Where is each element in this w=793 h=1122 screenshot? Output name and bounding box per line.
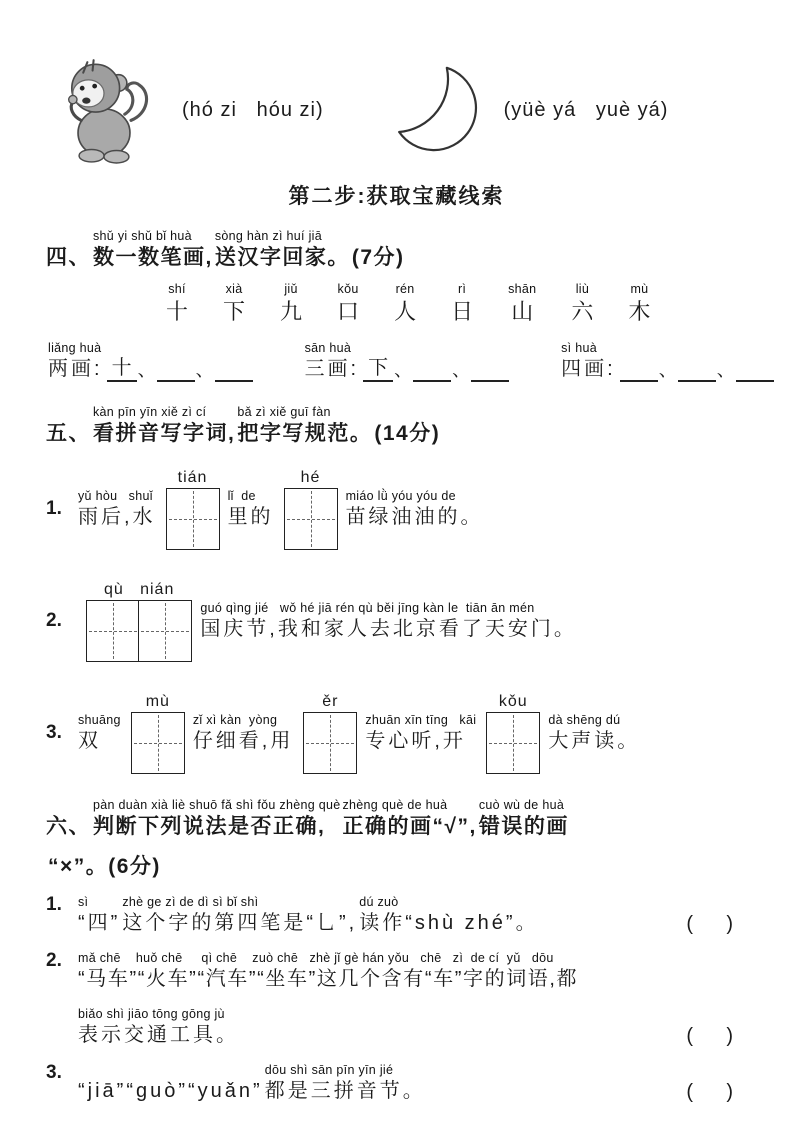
judgment-item-lines: [78, 950, 747, 1048]
tianzige-box: [486, 712, 540, 774]
hanzi-text: 正确的画“√”,: [342, 815, 477, 838]
pinyin-text: liǎng huà: [48, 340, 102, 355]
hanzi-text: 口: [337, 299, 360, 325]
ruby-segment: [93, 797, 341, 840]
ruby-segment: [346, 488, 484, 530]
hanzi-text: 木: [628, 299, 651, 325]
hanzi-text: 国庆节,我和家人去北京看了天安门。: [200, 618, 577, 640]
hanzi-text: 专心听,开: [365, 730, 466, 752]
section-five-items: [46, 461, 747, 781]
moon-pinyin-choice: (yüè yá yuè yá): [503, 98, 669, 121]
crescent-moon-illustration: [390, 63, 478, 157]
tianzige-box: [303, 712, 357, 774]
character-with-pinyin: [508, 281, 538, 326]
pinyin-text: [46, 228, 91, 245]
hanzi-text: 九: [280, 299, 303, 325]
pinyin-text: rì: [457, 282, 467, 297]
stroke-count-group: [48, 340, 253, 382]
ruby-segment: [365, 712, 476, 754]
writing-box-group: [166, 468, 220, 550]
section-four-stroke-count: [46, 228, 747, 382]
pinyin-text: zhèng què de huà: [342, 798, 448, 812]
judgment-line: [78, 894, 747, 936]
pinyin-text: zǐ xì kàn yòng: [192, 713, 278, 727]
ruby-segment: [48, 340, 103, 382]
ruby-segment: [394, 281, 416, 326]
judgment-item: [46, 1062, 747, 1104]
pinyin-choice-row: [52, 54, 747, 166]
pinyin-text: guó qìng jié wǒ hé jiā rén qù běi jīng kàn le tiān ān mén: [200, 601, 535, 615]
writing-box-pinyin-label: ěr: [322, 693, 339, 710]
hanzi-text: 都是三拼音节。: [264, 1080, 426, 1103]
monkey-illustration: [52, 56, 156, 164]
step-header: 第二步:获取宝藏线索: [288, 185, 505, 208]
enumeration-comma: 、: [137, 360, 156, 381]
pinyin-text: rén: [395, 282, 415, 297]
section-four-title: [46, 228, 747, 271]
stroke-count-group: [305, 340, 510, 382]
tianzige-row: [166, 488, 220, 550]
pinyin-text: yǔ hòu shuǐ: [78, 489, 153, 503]
ruby-segment: [46, 404, 91, 447]
pinyin-text: sì: [78, 895, 89, 910]
answer-parentheses: ( ): [686, 1025, 733, 1048]
ruby-segment: [508, 281, 536, 326]
section-six-judgment: [46, 797, 747, 1104]
judgment-item-lines: [78, 1062, 747, 1104]
pinyin-text: jiǔ: [284, 282, 298, 297]
hanzi-text: “jiā”“guò”“yuǎn”: [78, 1080, 263, 1103]
hanzi-text: 六、: [46, 815, 91, 838]
fill-in-item: [46, 685, 747, 781]
section-five-title: [46, 404, 747, 447]
item-number: 3.: [46, 1062, 62, 1084]
ruby-segment: [305, 340, 360, 382]
ruby-segment: [628, 281, 650, 326]
pinyin-text: zhuān xīn tīng kāi: [365, 713, 477, 727]
hanzi-text: 山: [511, 299, 534, 325]
pinyin-text: dú zuò: [359, 895, 399, 910]
example-answer: 十: [107, 356, 137, 382]
writing-box-group: [486, 692, 540, 774]
pinyin-text: [78, 1062, 263, 1079]
section-six-title-line1: [46, 797, 747, 840]
judgment-line: [78, 1062, 747, 1104]
ruby-segment: [479, 797, 569, 840]
ruby-segment: [46, 228, 91, 271]
enumeration-comma: 、: [452, 360, 471, 381]
writing-box-pinyin-label: mù: [145, 693, 170, 710]
hanzi-text: 三画:: [304, 357, 360, 380]
pinyin-text: bǎ zì xiě guī fàn: [237, 404, 331, 419]
ruby-segment: [78, 488, 156, 530]
ruby-segment: [337, 281, 359, 326]
judgment-item: [46, 950, 747, 1048]
tianzige-box: [284, 488, 338, 550]
monkey-pinyin-choice: (hó zi hóu zi): [182, 98, 324, 121]
ruby-segment: [78, 1006, 239, 1048]
ruby-segment: [78, 712, 121, 754]
answer-blank: [215, 357, 253, 382]
hanzi-text: 看拼音写字词,: [93, 421, 236, 445]
hanzi-text: 十: [166, 299, 189, 325]
ruby-segment: [46, 797, 91, 840]
pinyin-text: dà shēng dú: [548, 713, 621, 727]
hanzi-text: 表示交通工具。: [78, 1024, 239, 1047]
stroke-groups-row: [48, 340, 747, 382]
item-content: [78, 468, 486, 550]
pinyin-text: kǒu: [337, 282, 359, 297]
answer-blank: [471, 357, 509, 382]
pinyin-text: biǎo shì jiāo tōng gōng jù: [78, 1007, 225, 1022]
hanzi-text: 四、: [46, 246, 91, 269]
character-with-pinyin: [394, 281, 418, 326]
ruby-segment: [280, 281, 302, 326]
ruby-segment: [352, 228, 405, 271]
pinyin-text: [46, 404, 91, 421]
pinyin-text: sì huà: [561, 340, 597, 355]
hanzi-text: (7分): [351, 246, 405, 269]
ruby-segment: [122, 894, 357, 936]
pinyin-text: mǎ chē huǒ chē qì chē zuò chē zhè jǐ gè hán yǒu chē zì de cí yǔ dōu: [78, 951, 554, 966]
pinyin-text: [46, 797, 91, 814]
ruby-segment: [223, 281, 245, 326]
hanzi-text: 判断下列说法是否正确,: [93, 815, 326, 838]
ruby-segment: [374, 404, 440, 447]
answer-blank: [413, 357, 451, 382]
ruby-segment: [93, 404, 235, 447]
hanzi-text: 送汉字回家。: [214, 246, 350, 269]
character-with-pinyin: [628, 281, 652, 326]
character-with-pinyin: [280, 281, 304, 326]
ruby-segment: [359, 894, 538, 936]
judgment-item-lines: [78, 894, 747, 936]
pinyin-text: [352, 228, 405, 245]
answer-blank: [678, 357, 716, 382]
tianzige-box: [138, 600, 192, 662]
tianzige-box: [86, 600, 140, 662]
pinyin-text: lǐ de: [227, 489, 256, 503]
pinyin-text: shǔ yi shǔ bǐ huà: [93, 229, 192, 243]
hanzi-text: 里的: [227, 506, 274, 528]
pinyin-text: liù: [575, 282, 590, 297]
hanzi-text: 双: [78, 730, 101, 752]
pinyin-text: shān: [508, 282, 537, 297]
ruby-segment: [193, 712, 294, 754]
ruby-segment: [78, 1062, 263, 1104]
ruby-segment: [78, 894, 120, 936]
hanzi-text: 六: [571, 299, 594, 325]
example-answer: 下: [363, 356, 393, 382]
stroke-group-answers: [363, 356, 509, 382]
character-with-pinyin: [571, 281, 595, 326]
tianzige-box: [131, 712, 185, 774]
judgment-line: [78, 1006, 747, 1048]
ruby-segment: [548, 712, 640, 754]
hanzi-text: 下: [223, 299, 246, 325]
writing-box-group: [284, 468, 338, 550]
pinyin-text: cuò wù de huà: [478, 798, 565, 812]
hanzi-text: 数一数笔画,: [93, 246, 213, 269]
stroke-count-group: [561, 340, 774, 382]
writing-box-group: [86, 580, 192, 662]
enumeration-comma: 、: [394, 360, 413, 381]
character-row: [166, 281, 747, 326]
hanzi-text: 错误的画: [478, 815, 569, 838]
character-with-pinyin: [451, 281, 475, 326]
hanzi-text: 日: [451, 299, 474, 325]
tianzige-row: [284, 488, 338, 550]
judgment-line: [78, 950, 747, 992]
pinyin-text: pàn duàn xià liè shuō fǎ shì fǒu zhèng què: [93, 798, 341, 812]
hanzi-text: 读作“shù zhé”。: [359, 912, 539, 935]
pinyin-text: shí: [168, 282, 186, 297]
answer-blank: [157, 357, 195, 382]
pinyin-text: xià: [225, 282, 243, 297]
writing-box-group: [131, 692, 185, 774]
writing-box-group: [303, 692, 357, 774]
character-with-pinyin: [166, 281, 190, 326]
hanzi-text: 仔细看,用: [192, 730, 294, 752]
stroke-group-answers: [620, 357, 774, 382]
section-six-title-line2: “×”。(6分): [48, 855, 161, 879]
tianzige-row: [131, 712, 185, 774]
item-number: 2.: [46, 950, 62, 972]
hanzi-text: 四画:: [561, 357, 616, 380]
pinyin-text: sòng hàn zì huí jiā: [214, 229, 323, 243]
section-six-items: [46, 894, 747, 1104]
fill-in-item: [46, 461, 747, 557]
answer-parentheses: ( ): [686, 1081, 733, 1104]
hanzi-text: 把字写规范。: [237, 421, 373, 445]
pinyin-text: dōu shì sān pīn yīn jié: [264, 1063, 394, 1078]
hanzi-text: 两画:: [48, 357, 103, 380]
hanzi-text: 雨后,水: [78, 506, 156, 528]
hanzi-text: 这个字的第四笔是“乚”,: [122, 912, 358, 935]
character-with-pinyin: [223, 281, 247, 326]
ruby-segment: [237, 404, 372, 447]
ruby-segment: [78, 950, 578, 992]
answer-blank: [736, 357, 774, 382]
ruby-segment: [265, 1062, 426, 1104]
ruby-segment: [228, 488, 274, 530]
ruby-segment: [561, 340, 616, 382]
judgment-item: [46, 894, 747, 936]
item-content: [78, 580, 579, 662]
stroke-group-answers: [107, 356, 253, 382]
tianzige-box: [166, 488, 220, 550]
fill-in-item: [46, 573, 747, 669]
tianzige-row: [303, 712, 357, 774]
pinyin-text: shuāng: [78, 713, 121, 727]
pinyin-text: zhè ge zì de dì sì bǐ shì: [122, 895, 259, 910]
pinyin-text: miáo lǜ yóu yóu de: [345, 489, 456, 503]
tianzige-row: [486, 712, 540, 774]
hanzi-text: 大声读。: [548, 730, 641, 752]
item-number: 3.: [46, 722, 62, 743]
item-number: 1.: [46, 894, 62, 916]
pinyin-text: kàn pīn yīn xiě zì cí: [93, 404, 207, 419]
ruby-segment: [93, 228, 213, 271]
hanzi-text: 五、: [46, 421, 91, 445]
ruby-segment: [200, 600, 577, 642]
ruby-segment: [571, 281, 593, 326]
enumeration-comma: 、: [658, 360, 677, 381]
answer-blank: [620, 357, 658, 382]
item-number: 1.: [46, 498, 62, 519]
character-with-pinyin: [337, 281, 361, 326]
hanzi-text: 人: [394, 299, 417, 325]
hanzi-text: 苗绿油油的。: [345, 506, 484, 528]
ruby-segment: [166, 281, 188, 326]
hanzi-text: (14分): [374, 421, 441, 445]
enumeration-comma: 、: [716, 360, 735, 381]
tianzige-row: [86, 600, 192, 662]
writing-box-pinyin-label: qù nián: [103, 581, 175, 598]
writing-box-pinyin-label: hé: [300, 469, 321, 486]
ruby-segment: [451, 281, 473, 326]
pinyin-text: sān huà: [304, 340, 352, 355]
hanzi-text: “四”: [78, 912, 121, 935]
item-number: 2.: [46, 610, 62, 631]
writing-box-pinyin-label: tián: [177, 469, 208, 486]
ruby-segment: [343, 797, 477, 840]
hanzi-text: “马车”“火车”“汽车”“坐车”这几个含有“车”字的词语,都: [78, 968, 579, 991]
writing-box-pinyin-label: kǒu: [498, 693, 528, 710]
item-content: [78, 692, 642, 774]
pinyin-text: [374, 404, 440, 421]
enumeration-comma: 、: [195, 360, 214, 381]
section-five-write-characters: [46, 404, 747, 781]
answer-parentheses: ( ): [686, 913, 733, 936]
pinyin-text: mù: [630, 282, 649, 297]
ruby-segment: [215, 228, 350, 271]
